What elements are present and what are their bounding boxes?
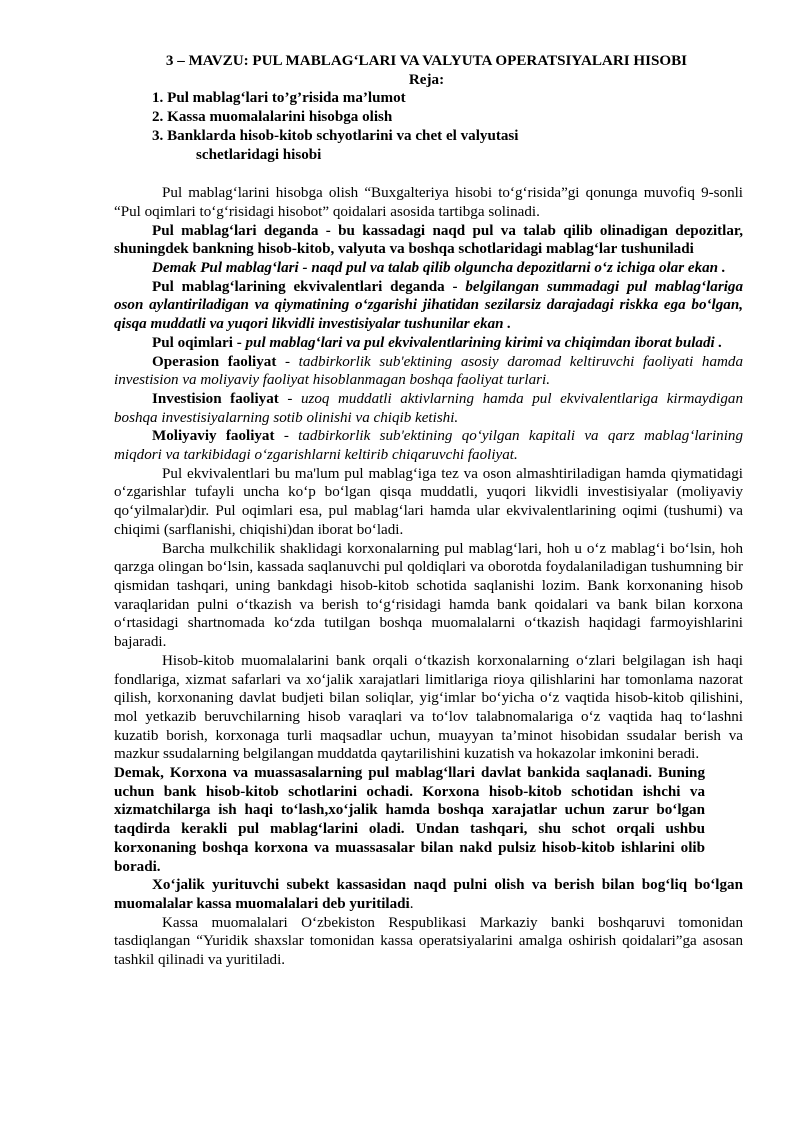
paragraph-bank-accounts: Demak, Korxona va muassasalarning pul mablag‘llari davlat bankida saqlanadi. Buning uchun bank hisob-kitob schotlarini ochadi. Korxona hisob-kitob schotidan ishchi va xizmatchilarga ish haqi to‘lash,xo‘jalik hamda boshqa xarajatlar uchun zarur bo‘lgan taqdirda kerakli pul mablag‘larini oladi. Undan tashqari, shu schot orqali ushbu korxonaning boshqa korxona va muassasalar bilan nakd pulsiz hisob-kitob ishlarini olib boradi. [114, 765, 705, 875]
paragraph-equivalents: Pul ekvivalentlari bu ma'lum pul mablag‘iga tez va oson almashtiriladigan hamda qiymatidagi o‘zgarishlar tufayli uncha ko‘p bo‘lgan qisqa muddatli, yuqori likvidli investisiyalar (moliyaviy qo‘yilmalar)dir. Pul oqimlari esa, pul mablag‘lari hamda ular ekvivalentlarining oqimi (tushumi) va chiqimi (sarflanishi, chiqishi)dan iborat bo‘ladi. [114, 465, 743, 538]
plan-heading: Reja: [408, 71, 445, 88]
term-investing: Investision faoliyat [152, 390, 279, 407]
conclusion-cash [114, 259, 743, 278]
definition-financing [114, 427, 743, 464]
definition-cash-operations-end: . [409, 895, 414, 912]
plan-item: 2. Kassa muomalalarini hisobga olish [152, 109, 393, 126]
definition-operating [114, 353, 743, 390]
paragraph-settlements: Hisob-kitob muomalalarini bank orqali o‘tkazish korxonalarning o‘zlari belgilagan ish haqi fondlariga, xizmat safarlari va xo‘jalik xarajatlari limitlariga rioya qilishlarini har tomonlama nazorat qilish, korxonaning davlat budjeti bilan soliqlar, yig‘imlar bo‘yicha o‘z vaqtida hisob-kitob qilishini, mol yetkazib beruvchilarning hisob varaqlari va to‘lov talabnomalariga o‘z vaqtida haq to‘lashni kuzatib borish, korxonaga turli maqsadlar uchun, muayyan ta’minot hisobidan ssudalar berish va mazkur ssudalarning belgilangan muddatda qaytarilishini kuzatish va hokazolar imkonini beradi. [114, 652, 743, 763]
definition-equivalents-text: belgilangan summadagi pul mablag‘lariga oson aylantiriladigan va qiymatining o‘zgarishi jihatidan sezilarsiz darajadagi riskka ega bo‘lgan, qisqa muddatli va yuqori likvidli investisiyalar tushunilar ekan . [114, 278, 743, 333]
definition-cash-flows [114, 334, 743, 353]
plan-item: 3. Banklarda hisob-kitob schyotlarini va chet el valyutasi [152, 127, 519, 144]
definition-cash-operations-text: Xo‘jalik yurituvchi subekt kassasidan naqd pulni olish va berish bilan bog‘liq bo‘lgan muomalalar kassa muomalalari deb yuritiladi [114, 877, 743, 912]
definition-cash [114, 222, 743, 259]
term-equivalents: Pul mablag‘larining ekvivalentlari deganda - [152, 278, 458, 295]
definition-cash-flows-text: pul mablag‘lari va pul ekvivalentlarining kirimi va chiqimdan iborat buladi . [241, 334, 723, 351]
definition-investing-text: - uzoq muddatli aktivlarning hamda pul ekvivalentlariga kirmaydigan boshqa investisiyalarning sotib olinishi va chiqib ketishi. [114, 390, 743, 426]
definition-investing [114, 390, 743, 427]
paragraph-intro: Pul mablag‘larini hisobga olish “Buxgalteriya hisobi to‘g‘risida”gi qonunga muvofiq 9-sonli “Pul oqimlari to‘g‘risidagi hisobot” qoidalari asosida tartibga solinadi. [114, 185, 743, 220]
document-title: 3 – MAVZU: PUL MABLAG‘LARI VA VALYUTA OPERATSIYALARI HISOBI [165, 53, 688, 69]
definition-equivalents [114, 278, 743, 334]
plan-item-continuation: schetlaridagi hisobi [196, 146, 322, 163]
paragraph-bank-storage: Barcha mulkchilik shaklidagi korxonalarning pul mablag‘lari, hoh u o‘z mablag‘i bo‘lsin, hoh qarzga olingan bo‘lsin, kassada saqlanuvchi pul qoldiqlari va oborotda foydalaniladigan tushumning bir qismidan tashqari, uning bankdagi hisob-kitob schotida saqlanishi lozim. Bank korxonaning hisob varaqlaridan pulni o‘tkazish va berish to‘g‘risidagi hamda bank qoidalari va bank bilan korxona o‘rtasidagi shartnomada ko‘zda tutilgan boshqa muomalalarni o‘tkazish haqidagi farmoyishlarini bajaradi. [114, 540, 743, 651]
term-operating: Operasion faoliyat [152, 353, 277, 370]
definition-financing-text: - tadbirkorlik sub'ektining qo‘yilgan kapitali va qarz mablag‘larining miqdori va tarkibidagi o‘zgarishlarni keltirib chiqaruvchi faoliyat. [114, 428, 743, 464]
plan-item: 1. Pul mablag‘lari to’g’risida ma’lumot [152, 90, 406, 107]
definition-cash-operations [114, 876, 743, 913]
term-cash-flows: Pul oqimlari - [152, 334, 242, 351]
plan-list [114, 89, 743, 164]
definition-cash-text: Pul mablag‘lari deganda - bu kassadagi naqd pul va talab qilib olinadigan depozitlar, shuningdek bankning hisob-kitob, valyuta va boshqa schotlaridagi mablag‘lar tushuniladi [114, 222, 743, 258]
paragraph-cash-rules: Kassa muomalalari O‘zbekiston Respublikasi Markaziy banki boshqaruvi tomonidan tasdiqlangan “Yuridik shaxslar tomonidan kassa operatsiyalarini amalga oshirish qoidalari”ga asosan tashkil qilinadi va yuritiladi. [114, 914, 743, 969]
term-financing: Moliyaviy faoliyat [152, 428, 275, 445]
definition-operating-text: - tadbirkorlik sub'ektining asosiy daromad keltiruvchi faoliyati hamda investision va moliyaviy faoliyat hisoblanmagan boshqa faoliyat turlari. [114, 353, 743, 389]
conclusion-cash-text: Demak Pul mablag‘lari - naqd pul va talab qilib olguncha depozitlarni o‘z ichiga olar ekan . [152, 260, 726, 277]
